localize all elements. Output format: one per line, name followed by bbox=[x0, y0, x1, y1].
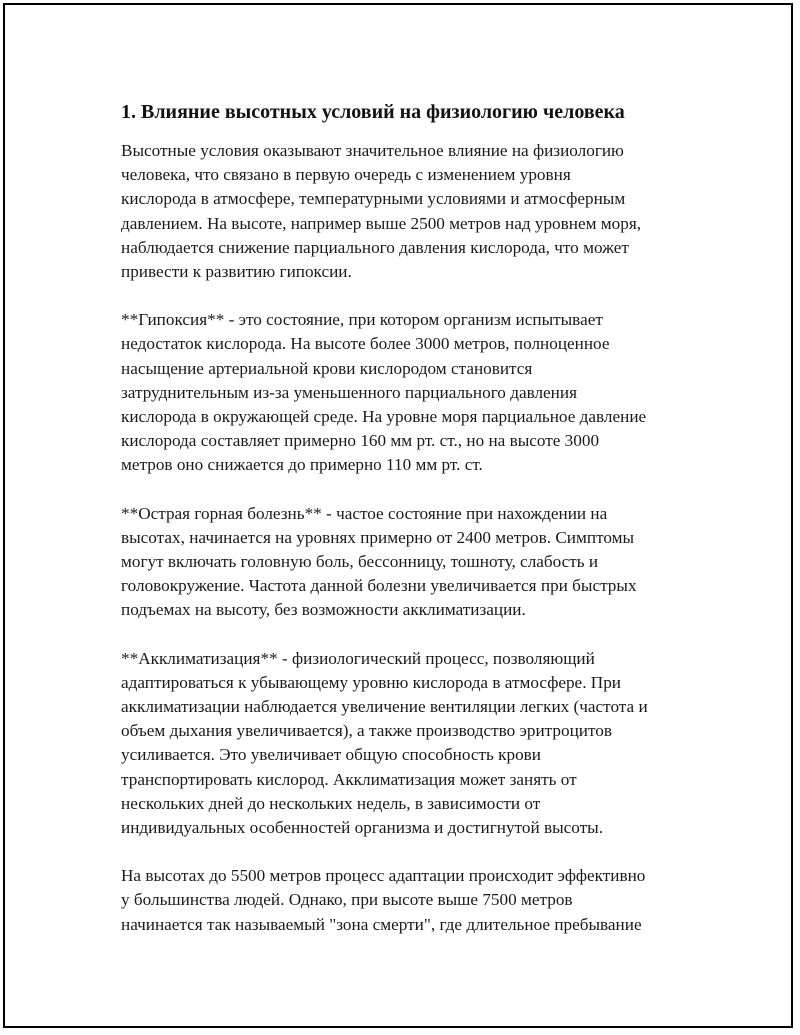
text-line: транспортировать кислород. Акклиматизация может занять от bbox=[121, 769, 577, 789]
text-line: у большинства людей. Однако, при высоте выше 7500 метров bbox=[121, 890, 573, 910]
text-line: нескольких дней до нескольких недель, в зависимости от bbox=[121, 793, 541, 813]
paragraph-acclimatization bbox=[121, 647, 701, 841]
paragraph-hypoxia bbox=[121, 308, 701, 477]
document-page bbox=[3, 3, 793, 1028]
paragraph-intro bbox=[121, 139, 701, 284]
text-line: акклиматизации наблюдается увеличение вентиляции легких (частота и bbox=[121, 697, 648, 717]
document-content bbox=[121, 99, 701, 961]
section-heading: 1. Влияние высотных условий на физиологию человека bbox=[121, 101, 625, 123]
text-line: метров оно снижается до примерно 110 мм рт. ст. bbox=[121, 455, 483, 475]
text-line: начинается так называемый "зона смерти", где длительное пребывание bbox=[121, 914, 642, 934]
text-line: кислорода в окружающей среде. На уровне моря парциальное давление bbox=[121, 407, 647, 427]
text-line: наблюдается снижение парциального давления кислорода, что может bbox=[121, 237, 629, 257]
text-line: насыщение артериальной крови кислородом становится bbox=[121, 358, 533, 378]
text-line: давлением. На высоте, например выше 2500 метров над уровнем моря, bbox=[121, 213, 642, 233]
text-line: высотах, начинается на уровнях примерно от 2400 метров. Симптомы bbox=[121, 527, 635, 547]
text-line: **Акклиматизация** - физиологический процесс, позволяющий bbox=[121, 648, 595, 668]
text-line: На высотах до 5500 метров процесс адаптации происходит эффективно bbox=[121, 866, 646, 886]
text-line: адаптироваться к убывающему уровню кислорода в атмосфере. При bbox=[121, 672, 621, 692]
text-line: человека, что связано в первую очередь с изменением уровня bbox=[121, 165, 571, 185]
text-line: усиливается. Это увеличивает общую способность крови bbox=[121, 745, 541, 765]
text-line: могут включать головную боль, бессонницу, тошноту, слабость и bbox=[121, 552, 599, 572]
text-line: индивидуальных особенностей организма и достигнутой высоты. bbox=[121, 818, 603, 838]
text-line: подъемах на высоту, без возможности акклиматизации. bbox=[121, 600, 526, 620]
text-line: **Гипоксия** - это состояние, при котором организм испытывает bbox=[121, 310, 603, 330]
text-line: кислорода в атмосфере, температурными условиями и атмосферным bbox=[121, 189, 626, 209]
text-line: привести к развитию гипоксии. bbox=[121, 262, 352, 282]
text-line: затруднительным из-за уменьшенного парциального давления bbox=[121, 382, 577, 402]
text-line: объем дыхания увеличивается), а также производство эритроцитов bbox=[121, 721, 612, 741]
text-line: Высотные условия оказывают значительное влияние на физиологию bbox=[121, 141, 624, 160]
text-line: кислорода составляет примерно 160 мм рт. ст., но на высоте 3000 bbox=[121, 431, 600, 451]
paragraph-death-zone bbox=[121, 864, 701, 937]
text-line: недостаток кислорода. На высоте более 3000 метров, полноценное bbox=[121, 334, 610, 354]
paragraph-mountain-sickness bbox=[121, 502, 701, 623]
text-line: головокружение. Частота данной болезни увеличивается при быстрых bbox=[121, 576, 637, 596]
text-line: **Острая горная болезнь** - частое состояние при нахождении на bbox=[121, 503, 608, 523]
